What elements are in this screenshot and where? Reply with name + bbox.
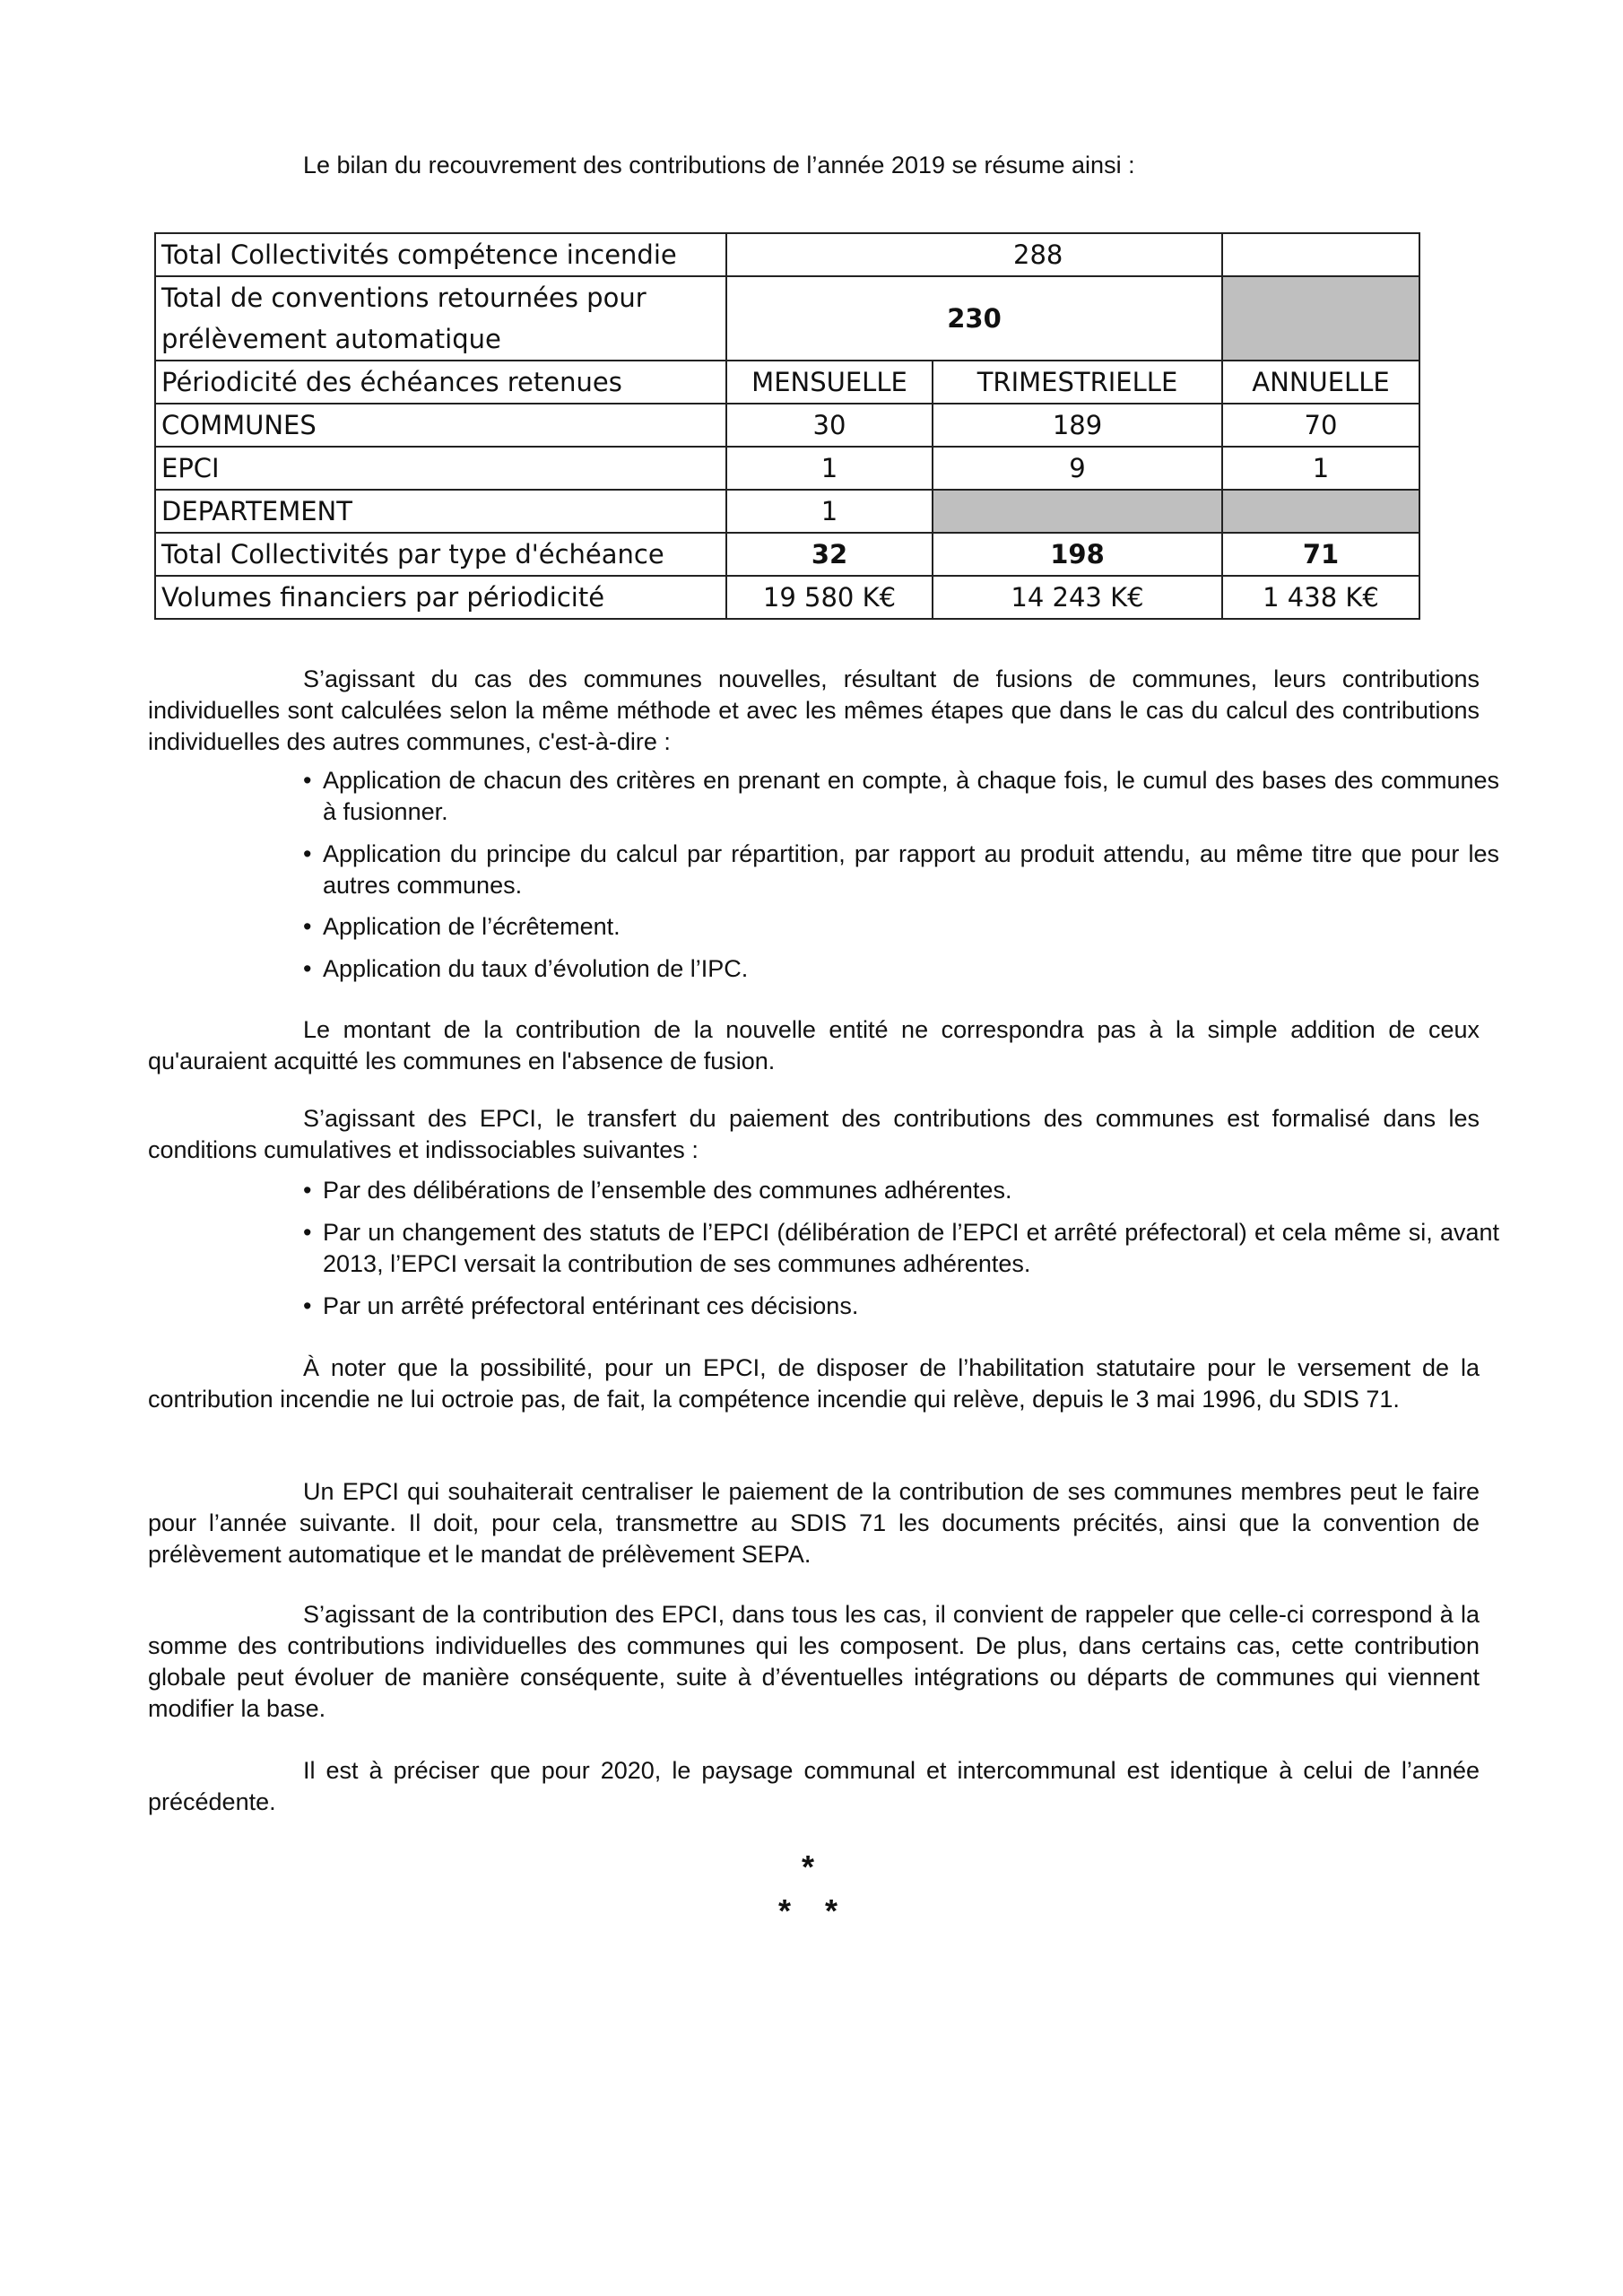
row-label: DEPARTEMENT <box>155 490 726 533</box>
table-row <box>155 576 1419 619</box>
intro-text: Le bilan du recouvrement des contributions de l’année 2019 se résume ainsi : <box>303 152 1135 178</box>
row-label: EPCI <box>155 447 726 490</box>
row-label: COMMUNES <box>155 404 726 447</box>
bullet-item <box>303 1291 1499 1322</box>
column-header: ANNUELLE <box>1222 361 1419 404</box>
table-cell <box>1222 233 1419 276</box>
table-cell: 32 <box>726 533 933 576</box>
bullet-text: Par un changement des statuts de l’EPCI (délibération de l’EPCI et arrêté préfectoral) et cela même si, avant 2013, l’EPCI versait la contribution de ses communes adhérentes. <box>323 1219 1499 1277</box>
row-label: Total Collectivités par type d'échéance <box>155 533 726 576</box>
bullet-icon: • <box>303 767 312 794</box>
column-header: TRIMESTRIELLE <box>933 361 1222 404</box>
paragraph: Le montant de la contribution de la nouvelle entité ne correspondra pas à la simple addition de ceux qu'auraient acquitté les communes en l'absence de fusion. <box>148 1016 1480 1074</box>
bullet-text: Application du taux d’évolution de l’IPC. <box>323 955 749 982</box>
column-header: MENSUELLE <box>726 361 933 404</box>
table-row <box>155 490 1419 533</box>
separator-star: * <box>825 1892 838 1929</box>
table-cell-gray <box>933 490 1222 533</box>
row-label: Volumes financiers par périodicité <box>155 576 726 619</box>
bullet-icon: • <box>303 1219 312 1246</box>
paragraph: Un EPCI qui souhaiterait centraliser le paiement de la contribution de ses communes membres peut le faire pour l’année suivante. Il doit, pour cela, transmettre au SDIS 71 les documents précités, ainsi que la convention de prélèvement automatique et le mandat de prélèvement SEPA. <box>148 1478 1480 1568</box>
table-cell-gray <box>1222 490 1419 533</box>
table-cell: 1 <box>1222 447 1419 490</box>
table-row <box>155 404 1419 447</box>
bullet-icon: • <box>303 840 312 867</box>
paragraph: S’agissant des EPCI, le transfert du paiement des contributions des communes est formalisé dans les conditions cumulatives et indissociables suivantes : <box>148 1105 1480 1163</box>
table-cell: 9 <box>933 447 1222 490</box>
table-cell: 1 <box>726 447 933 490</box>
paragraph: À noter que la possibilité, pour un EPCI, de disposer de l’habilitation statutaire pour le versement de la contribution incendie ne lui octroie pas, de fait, la compétence incendie qui relève, depuis le 3 mai 1996, du SDIS 71. <box>148 1354 1480 1413</box>
table-cell: 14 243 K€ <box>933 576 1222 619</box>
paragraph: S’agissant de la contribution des EPCI, dans tous les cas, il convient de rappeler que celle-ci correspond à la somme des contributions individuelles des communes qui les composent. De plus, dans certains cas, cette contribution globale peut évoluer de manière conséquente, suite à d’éventuelles intégrations ou départs de communes qui viennent modifier la base. <box>148 1601 1480 1722</box>
table-cell: 70 <box>1222 404 1419 447</box>
table-cell: 198 <box>933 533 1222 576</box>
bullet-icon: • <box>303 1177 312 1204</box>
table-row <box>155 361 1419 404</box>
bullet-text: Par des délibérations de l’ensemble des communes adhérentes. <box>323 1177 1012 1204</box>
row-label: Total Collectivités compétence incendie <box>155 233 726 276</box>
table-cell: 288 <box>933 233 1222 276</box>
table-row <box>155 276 1419 361</box>
bullet-item <box>303 911 1499 943</box>
bullet-item <box>303 1217 1499 1280</box>
table-cell: 30 <box>726 404 933 447</box>
table-cell: 1 438 K€ <box>1222 576 1419 619</box>
bullet-text: Application du principe du calcul par répartition, par rapport au produit attendu, au même titre que pour les autres communes. <box>323 840 1499 899</box>
bullet-text: Application de l’écrêtement. <box>323 913 621 940</box>
separator-star: * <box>778 1892 792 1929</box>
recouvrement-table <box>154 232 1420 620</box>
table-row <box>155 533 1419 576</box>
row-label: Total de conventions retournées pour prélèvement automatique <box>155 276 726 361</box>
table-cell: 1 <box>726 490 933 533</box>
table-cell <box>726 233 933 276</box>
bullet-item <box>303 839 1499 901</box>
bullet-icon: • <box>303 1292 312 1319</box>
bullet-text: Par un arrêté préfectoral entérinant ces décisions. <box>323 1292 859 1319</box>
table-cell-gray <box>1222 276 1419 361</box>
bullet-text: Application de chacun des critères en prenant en compte, à chaque fois, le cumul des bases des communes à fusionner. <box>323 767 1499 825</box>
bullet-icon: • <box>303 955 312 982</box>
bullet-item <box>303 765 1499 828</box>
bullet-icon: • <box>303 913 312 940</box>
table-cell: 230 <box>726 276 1222 361</box>
paragraph: Il est à préciser que pour 2020, le paysage communal et intercommunal est identique à celui de l’année précédente. <box>148 1757 1480 1815</box>
bullet-item <box>303 953 1499 985</box>
table-cell: 71 <box>1222 533 1419 576</box>
separator-star: * <box>802 1848 815 1885</box>
table-row <box>155 233 1419 276</box>
table-row <box>155 447 1419 490</box>
paragraph: S’agissant du cas des communes nouvelles, résultant de fusions de communes, leurs contributions individuelles sont calculées selon la même méthode et avec les mêmes étapes que dans le cas du calcul des contributions individuelles des autres communes, c'est-à-dire : <box>148 665 1480 755</box>
bullet-item <box>303 1175 1499 1206</box>
table-cell: 19 580 K€ <box>726 576 933 619</box>
row-label: Périodicité des échéances retenues <box>155 361 726 404</box>
table-cell: 189 <box>933 404 1222 447</box>
